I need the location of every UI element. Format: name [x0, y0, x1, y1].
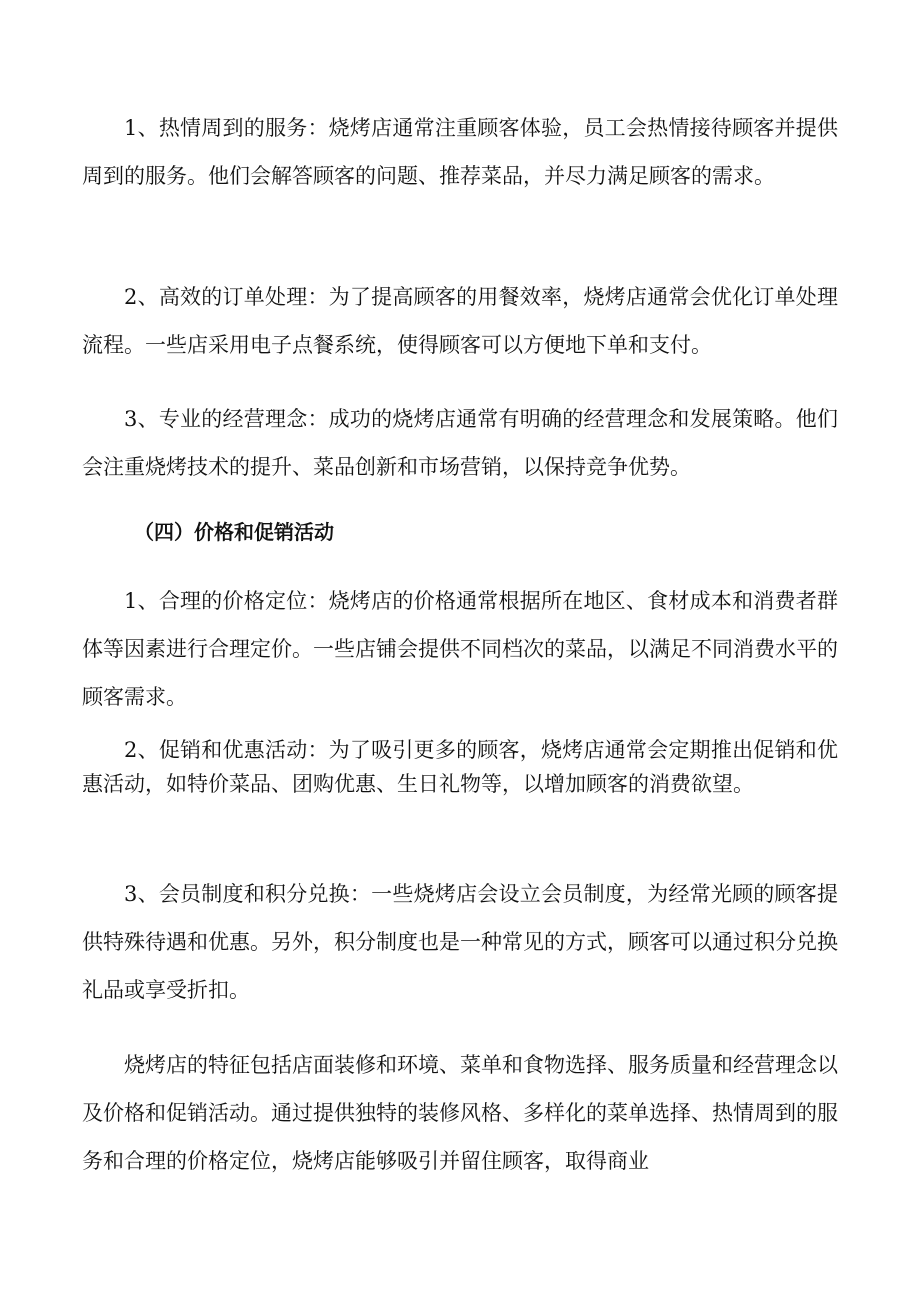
paragraph-pricing: 1、合理的价格定位：烧烤店的价格通常根据所在地区、食材成本和消费者群体等因素进行合理定价。一些店铺会提供不同档次的菜品，以满足不同消费水平的顾客需求。 [82, 589, 838, 709]
section-heading: （四）价格和促销活动 [134, 520, 334, 544]
paragraph-order-processing: 2、高效的订单处理：为了提高顾客的用餐效率，烧烤店通常会优化订单处理流程。一些店采用电子点餐系统，使得顾客可以方便地下单和支付。 [82, 285, 838, 357]
paragraph-membership: 3、会员制度和积分兑换：一些烧烤店会设立会员制度，为经常光顾的顾客提供特殊待遇和优惠。另外，积分制度也是一种常见的方式，顾客可以通过积分兑换礼品或享受折扣。 [82, 882, 838, 1002]
paragraph-business-philosophy: 3、专业的经营理念：成功的烧烤店通常有明确的经营理念和发展策略。他们会注重烧烤技术的提升、菜品创新和市场营销，以保持竞争优势。 [82, 407, 838, 479]
paragraph-promotions: 2、促销和优惠活动：为了吸引更多的顾客，烧烤店通常会定期推出促销和优惠活动，如特价菜品、团购优惠、生日礼物等，以增加顾客的消费欲望。 [82, 738, 838, 796]
paragraph-service: 1、热情周到的服务：烧烤店通常注重顾客体验，员工会热情接待顾客并提供周到的服务。他们会解答顾客的问题、推荐菜品，并尽力满足顾客的需求。 [82, 116, 838, 188]
paragraph-summary: 烧烤店的特征包括店面装修和环境、菜单和食物选择、服务质量和经营理念以及价格和促销活动。通过提供独特的装修风格、多样化的菜单选择、热情周到的服务和合理的价格定位，烧烤店能够吸引并留住顾客，取得商业 [82, 1053, 838, 1173]
